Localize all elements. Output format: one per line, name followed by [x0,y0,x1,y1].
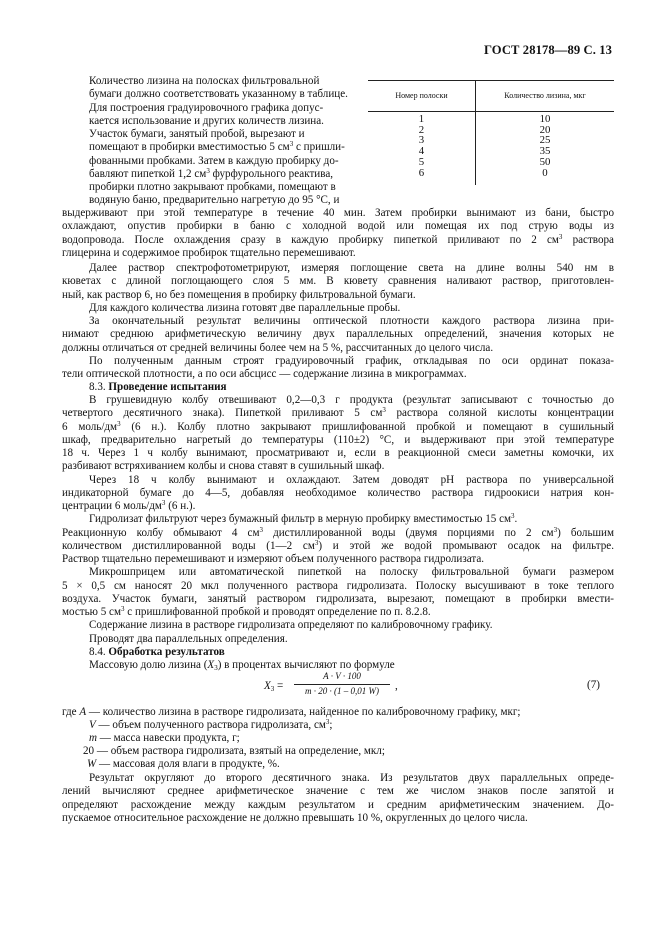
table-header-rule [368,111,614,112]
superscript: 3 [558,232,563,241]
text-line [62,500,614,513]
legend-symbol: W [87,758,97,770]
text-fragment: 6 моль/дм [62,420,118,433]
superscript: 3 [259,525,263,534]
table-header-strip: Номер полоски [395,91,448,100]
text-fragment: Массовую долю лизина ( [89,659,208,671]
legend-symbol: V [89,719,96,731]
text-line: охлаждают, опустив пробирки в баню с холодной водой или помещая их под струю воды из [62,220,614,233]
formula-number: (7) [587,679,600,691]
text-line: индикаторной бумаге до 4—5, добавляя необходимое количество раствора гидроокиси натрия кон- [62,486,614,499]
text-line: должны отличаться от средней величины более чем на 5 %, рассчитанных до целого числа. [62,341,494,354]
legend-row-20 [83,745,385,758]
text-line: тели оптической плотности, а по оси абсцисс — содержание лизина в микрограммах. [62,368,467,380]
section-8-4-heading [89,646,225,659]
text-line: кается использование и других количеств лизина. [89,114,324,127]
section-title: Проведение испытания [108,381,227,393]
formula-denominator [290,686,394,696]
subscript: 3 [214,664,218,672]
text-line: В грушевидную колбу отвешивают 0,2—0,3 г продукта (результат записывают с точностью до [89,394,614,406]
formula-lhs [264,680,283,692]
legend-tail: ; [329,719,333,731]
legend-row-m [89,732,240,745]
text-fragment: бавляют пипеткой 1,2 см [89,167,207,180]
legend-text: — объем раствора гидролизата, взятый на определение, мкл; [94,745,385,757]
paragraph-spectrophotometry [62,262,614,381]
text-line: За окончательный результат величины оптической плотности каждого раствора лизина при- [89,315,614,327]
superscript: 3 [511,512,515,521]
text-line: Для построения градуировочного графика допус- [89,101,324,114]
text-line: Далее раствор спектрофотометрируют, измеряя поглощение света на длине волны 540 нм в [89,262,614,274]
table-header-amount: Количество лизина, мкг [504,91,586,100]
text-line: шкаф, предварительно нагретый до температуры (110±2) °С, и выдерживают при этой температуре [62,433,614,446]
paragraph-cooling [62,207,614,260]
text-fragment: мостью 5 см [62,606,122,618]
table-cell-strip: 2 [418,123,425,136]
text-fragment: ) большим [557,526,615,539]
legend-text: — массовая доля влаги в продукте, %. [96,758,280,770]
text-fragment: четвертого десятичного знака). Пипеткой приливают 5 см [62,407,383,420]
table-cell-strip: 4 [418,145,425,158]
superscript: 3 [382,406,386,415]
text-line: разбивают встряхиванием колбы и снова ставят в сушильный шкаф. [62,460,385,473]
text-fragment: (6 н.). Колбу плотно закрывают пришлифованной пробкой и помещают в сушильный [120,420,614,433]
text-line: По полученным данным строят градуировочный график, откладывая по оси ординат показа- [89,354,614,367]
text-line [62,421,614,434]
text-fragment: раствора [562,233,614,246]
superscript: 3 [206,166,210,175]
text-line [62,540,614,553]
table-cell-strip: 6 [418,166,425,179]
subscript: 3 [270,685,275,693]
text-line [62,407,614,420]
text-line: Проводят два параллельных определения. [89,632,288,645]
formula-variable: X [264,680,271,692]
legend-symbol: A [79,706,87,718]
legend-symbol: m [89,732,98,744]
formula-numerator: A · V · 100 [323,671,361,681]
text-line: 5 × 0,5 см наносят 20 мкл полученного раствора гидролизата. Полоску высушивают в токе теплого [62,579,614,592]
table-cell-amount: 25 [539,134,551,147]
text-line [62,234,614,247]
text-line [89,168,360,181]
superscript: 3 [121,605,125,613]
text-line: кюветах с длиной поглощающего слоя 5 мм. В кювету сравнения наливают раствор, приготовлен- [62,275,614,288]
text-line: фованными пробками. Затем в каждую пробирку до- [89,154,339,167]
table-cell-strip: 1 [418,113,425,125]
table-top-rule [368,80,614,81]
text-line: воздуха. Участок бумаги, занятый раствором гидролизата, вырезают, помещают в пробирки вмести- [62,592,614,605]
legend-text: — количество лизина в растворе гидролизата, найденное по калибровочному графику, мкг; [86,706,521,718]
section-8-3-heading [89,381,227,394]
text-fragment: (6 н.). [165,500,196,512]
section-title: Обработка результатов [108,646,225,658]
text-fragment: дистиллированной воды (двумя порциями по 2 см [263,526,554,539]
text-line: пробирки плотно закрывают пробками, помещают в [89,181,336,193]
text-line: 18 ч. Через 1 ч колбу вынимают, просматривают и, если в реакционной смеси заметны комочки, их [62,447,614,459]
superscript: 3 [314,538,319,547]
text-fragment: ) в процентах вычисляют по формуле [217,659,395,671]
table-cell-amount: 10 [539,113,551,125]
text-fragment: количеством дистиллированной воды (1—2 см [62,539,315,552]
text-line: глицерина и содержимое пробирок тщательно перемешивают. [62,246,356,259]
text-line [89,141,360,154]
formula-equals: = [274,680,284,692]
legend-row-w [87,758,280,771]
table-cell-amount: 20 [539,123,551,136]
text-line: Раствор тщательно перемешивают и измеряют объем полученного раствора гидролизата. [62,553,485,565]
text-line: Участок бумаги, занятый пробой, вырезают и [89,128,305,140]
legend-row-a [62,706,521,719]
variable-x: X [207,659,215,671]
table-cell-amount: 50 [539,155,551,168]
legend-text: — объем полученного раствора гидролизата, см [95,719,326,731]
text-line: Количество лизина на полосках фильтровальной [89,75,320,87]
section-number: 8.3. [89,381,106,393]
text-line: ный, как раствор 6, но без помещения в пробирку фильтровальной бумаги. [62,288,416,301]
text-line: Микрошприцем или автоматической пипеткой на полоску фильтровальной бумаги размером [89,566,614,579]
text-line: лений вычисляют среднее арифметическое значение с тем же числом знаков после запятой и [62,785,614,798]
text-fragment: . [514,513,518,526]
text-line: пускаемое относительное расхождение не должно превышать 10 %, округленных до целого числа. [62,811,528,824]
section-number: 8.4. [89,646,106,658]
text-fragment: ) и этой же водой промывают осадок на фильтре. [318,539,614,552]
text-fragment: водопровода. После охлаждения сразу в каждую пробирку пипеткой приливают по 2 см [62,233,559,246]
table-cell-amount: 35 [539,145,551,158]
text-fragment: Реакционную колбу обмывают 4 см [62,526,260,539]
table-cell-strip: 5 [418,155,425,168]
text-fragment: помещают в пробирки вместимостью 5 см [89,141,290,154]
paragraph-procedure [62,394,614,646]
superscript: 3 [325,718,330,726]
legend-row-v [89,719,333,732]
text-fragment: Гидролизат фильтруют через бумажный фильтр в мерную пробирку вместимостью 15 см [89,513,512,526]
table-cell-amount: 0 [542,166,548,179]
superscript: 3 [161,499,166,507]
superscript: 3 [289,140,294,149]
text-fragment: раствора соляной кислоты концентрации [385,407,614,420]
text-fragment: центрации 6 моль/дм [62,500,162,512]
text-line [62,513,614,526]
superscript: 3 [553,525,558,534]
legend-symbol: 20 [83,745,95,757]
text-line: бумаги должно соответствовать указанному в таблице. [89,88,348,101]
text-line: определяют расхождение между каждым результатом и средним арифметическим значением. До- [62,798,614,811]
text-fragment: с пришли- [293,141,345,154]
text-line: нимают среднюю арифметическую величину двух параллельных определений, значения которых не [62,328,614,341]
text-line: Для каждого количества лизина готовят две параллельные пробы. [89,301,401,314]
denominator-text: m · 20 · (1 – 0,01 W) [305,686,379,696]
text-line: выдерживают при этой температуре в течение 40 мин. Затем пробирки вынимают из бани, быстро [62,207,614,219]
legend-text: — масса навески продукта, г; [97,732,240,744]
fraction-bar [294,684,390,685]
superscript: 3 [117,419,121,428]
text-fragment: фурфурольного реактива, [209,167,334,180]
legend-prefix: где [62,706,80,718]
text-line [62,527,614,540]
paragraph-final [62,772,614,825]
formula-trailing-comma: , [395,680,398,692]
text-line: Содержание лизина в растворе гидролизата определяют по калибровочному графику. [89,619,493,632]
table-cell-strip: 3 [418,134,425,147]
text-line: Через 18 ч колбу вынимают и охлаждают. Затем доводят рН раствора по универсальной [89,473,614,486]
text-fragment: с пришлифованной пробкой и проводят определение по п. 8.2.8. [124,606,431,618]
text-line [62,606,614,619]
text-line: водяную баню, предварительно нагретую до 95 °С, и [89,194,340,207]
page-header: ГОСТ 28178—89 С. 13 [484,43,612,57]
text-line: Результат округляют до второго десятичного знака. Из результатов двух параллельных опреде- [89,772,614,784]
left-column-text [89,75,360,208]
